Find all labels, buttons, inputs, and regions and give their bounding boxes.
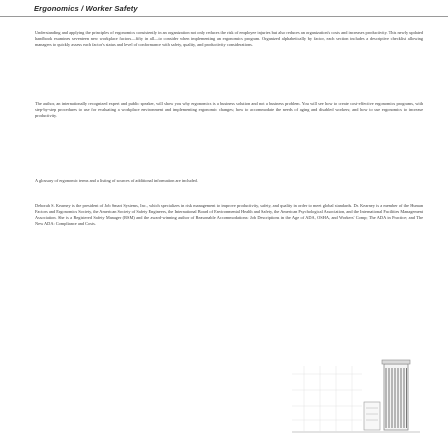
blurb-paragraph-3 (35, 178, 423, 184)
category-label: Ergonomics / Worker Safety (34, 4, 138, 13)
paragraph-text: Deborah S. Kearney is the president of Job Smart Systems, Inc., which specializes in risk management to improve productivity, safety, and quality in order to meet global standards. Dr. Kearney is a member of the Human Factors and Ergonomics Society, the American Society of Safety Engineers, the International Board of Environmental Health and Safety, the American Psychological Association, and the International Facilities Management Association. She is a Registered Safety Manager (RSM) and the award-winning author of Reasonable Accommodations: Job Descriptions in the Age of ADA, OSHA, and Workers' Comp; The ADA in Practice; and The New ADA: Compliance and Costs. (35, 203, 424, 227)
paragraph-text: The author, an internationally recognized expert and public speaker, will show you why ergonomics is a business solution and not a business problem. You will see how to create cost-effective ergonomics programs, with step-by-step procedures to use for evaluating a workplace environment and implementing ergonomic changes; how to accommodate the needs of aging and disabled workers; and how to use ergonomics to increase productivity. (35, 101, 423, 119)
header-rule (0, 16, 448, 17)
blurb-paragraph-1 (35, 30, 423, 48)
paragraph-text: A glossary of ergonomic terms and a listing of sources of additional information are included. (35, 178, 198, 183)
column-object (382, 360, 410, 430)
author-bio (35, 203, 423, 227)
workstation-object (364, 402, 380, 430)
blurb-paragraph-2 (35, 101, 423, 119)
background-grid (292, 366, 362, 432)
paragraph-text: Understanding and applying the principles of ergonomics consistently in an organization not only reduces the risk of employee injuries but also reduces an organization's costs and increases productivity. This newly updated handbook examines seventeen new workplace factors—fifty in all—to consider when implementing an ergonomics program. Organized alphabetically by factor, each section includes a descriptive checklist allowing managers to quickly assess each factor's status and level of conformance with safety, quality, and productivity considerations. (35, 30, 423, 48)
cover-illustration (292, 356, 420, 434)
